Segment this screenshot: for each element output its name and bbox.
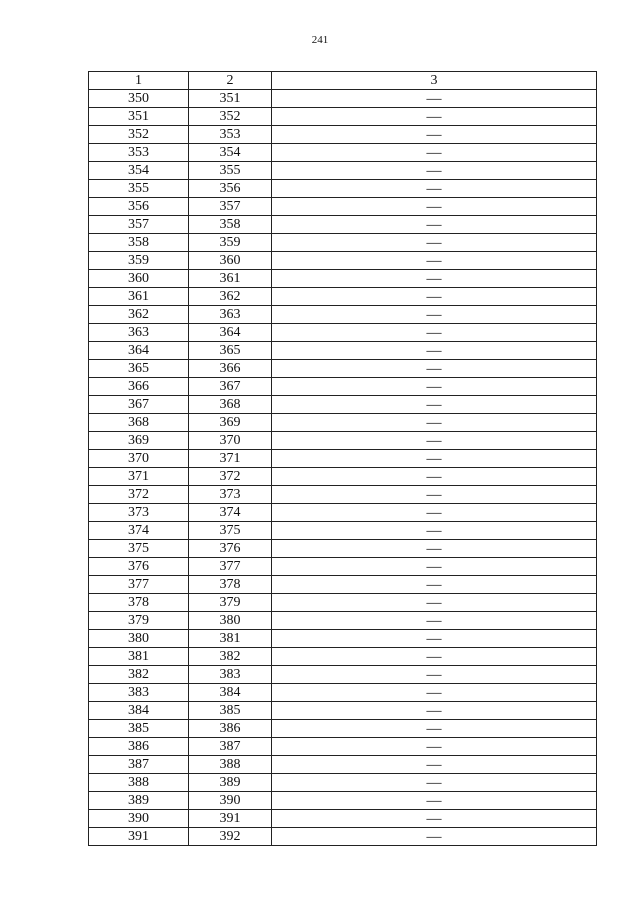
table-row — [89, 828, 597, 846]
table-cell-col1: 375 — [89, 540, 189, 558]
table-row — [89, 180, 597, 198]
table-row — [89, 288, 597, 306]
table-cell-col3: — — [272, 486, 597, 504]
table-header-row — [89, 72, 597, 90]
table-cell-col1: 353 — [89, 144, 189, 162]
table-cell-col2: 361 — [189, 270, 272, 288]
table-cell-col1: 388 — [89, 774, 189, 792]
table-row — [89, 702, 597, 720]
table-cell-col3: — — [272, 324, 597, 342]
table-cell-col3: — — [272, 612, 597, 630]
table-cell-col3: — — [272, 540, 597, 558]
table-cell-col3: — — [272, 648, 597, 666]
table-cell-col2: 386 — [189, 720, 272, 738]
table-cell-col1: 357 — [89, 216, 189, 234]
table-row — [89, 810, 597, 828]
table-cell-col2: 366 — [189, 360, 272, 378]
table-cell-col3: — — [272, 216, 597, 234]
table-row — [89, 450, 597, 468]
table-cell-col2: 364 — [189, 324, 272, 342]
table-row — [89, 648, 597, 666]
table-row — [89, 378, 597, 396]
table-cell-col2: 392 — [189, 828, 272, 846]
table-row — [89, 504, 597, 522]
table-cell-col2: 370 — [189, 432, 272, 450]
table-cell-col2: 371 — [189, 450, 272, 468]
table-cell-col3: — — [272, 450, 597, 468]
table-cell-col3: — — [272, 432, 597, 450]
table-row — [89, 594, 597, 612]
column-header-2: 2 — [189, 72, 272, 90]
table-row — [89, 576, 597, 594]
table-row — [89, 234, 597, 252]
table-cell-col2: 354 — [189, 144, 272, 162]
table-cell-col3: — — [272, 666, 597, 684]
table-cell-col1: 352 — [89, 126, 189, 144]
table-cell-col2: 356 — [189, 180, 272, 198]
column-header-1: 1 — [89, 72, 189, 90]
table-cell-col2: 358 — [189, 216, 272, 234]
table-cell-col1: 390 — [89, 810, 189, 828]
table-cell-col2: 376 — [189, 540, 272, 558]
table-cell-col3: — — [272, 378, 597, 396]
table-row — [89, 90, 597, 108]
table-cell-col2: 357 — [189, 198, 272, 216]
table-cell-col3: — — [272, 756, 597, 774]
table-cell-col2: 389 — [189, 774, 272, 792]
table-cell-col2: 380 — [189, 612, 272, 630]
column-header-3: 3 — [272, 72, 597, 90]
table-row — [89, 612, 597, 630]
table-row — [89, 162, 597, 180]
table-cell-col1: 376 — [89, 558, 189, 576]
table-cell-col3: — — [272, 684, 597, 702]
table-cell-col3: — — [272, 180, 597, 198]
table-cell-col1: 382 — [89, 666, 189, 684]
table-cell-col1: 356 — [89, 198, 189, 216]
table-cell-col3: — — [272, 738, 597, 756]
table-cell-col2: 351 — [189, 90, 272, 108]
table-row — [89, 342, 597, 360]
table-cell-col3: — — [272, 810, 597, 828]
table-cell-col3: — — [272, 90, 597, 108]
table-cell-col3: — — [272, 342, 597, 360]
table-cell-col2: 378 — [189, 576, 272, 594]
table-row — [89, 738, 597, 756]
table-cell-col1: 362 — [89, 306, 189, 324]
table-row — [89, 252, 597, 270]
table-row — [89, 540, 597, 558]
table-cell-col3: — — [272, 108, 597, 126]
table-cell-col2: 368 — [189, 396, 272, 414]
table-cell-col1: 374 — [89, 522, 189, 540]
table-cell-col3: — — [272, 288, 597, 306]
table-cell-col3: — — [272, 396, 597, 414]
table-cell-col3: — — [272, 576, 597, 594]
table-cell-col3: — — [272, 828, 597, 846]
table-cell-col2: 391 — [189, 810, 272, 828]
table-row — [89, 432, 597, 450]
table-body — [89, 90, 597, 846]
table-row — [89, 756, 597, 774]
table-cell-col2: 353 — [189, 126, 272, 144]
table-cell-col1: 368 — [89, 414, 189, 432]
table-row — [89, 666, 597, 684]
table-cell-col1: 354 — [89, 162, 189, 180]
table-cell-col3: — — [272, 720, 597, 738]
table-cell-col1: 380 — [89, 630, 189, 648]
table-cell-col2: 384 — [189, 684, 272, 702]
table-cell-col1: 359 — [89, 252, 189, 270]
table-cell-col1: 377 — [89, 576, 189, 594]
table-cell-col3: — — [272, 774, 597, 792]
table-cell-col2: 381 — [189, 630, 272, 648]
table-row — [89, 270, 597, 288]
table-cell-col3: — — [272, 162, 597, 180]
table-row — [89, 306, 597, 324]
table-cell-col1: 387 — [89, 756, 189, 774]
table-cell-col2: 387 — [189, 738, 272, 756]
table-cell-col1: 358 — [89, 234, 189, 252]
table-cell-col1: 364 — [89, 342, 189, 360]
table-cell-col2: 362 — [189, 288, 272, 306]
table-cell-col2: 383 — [189, 666, 272, 684]
table-cell-col1: 367 — [89, 396, 189, 414]
table-cell-col3: — — [272, 594, 597, 612]
table-cell-col2: 359 — [189, 234, 272, 252]
table-cell-col1: 363 — [89, 324, 189, 342]
table-cell-col3: — — [272, 702, 597, 720]
table-row — [89, 486, 597, 504]
table-cell-col3: — — [272, 504, 597, 522]
table-cell-col1: 369 — [89, 432, 189, 450]
table-cell-col1: 365 — [89, 360, 189, 378]
table-cell-col2: 375 — [189, 522, 272, 540]
table-cell-col3: — — [272, 144, 597, 162]
table-header — [89, 72, 597, 90]
table-cell-col1: 355 — [89, 180, 189, 198]
table-cell-col2: 388 — [189, 756, 272, 774]
table-cell-col3: — — [272, 252, 597, 270]
table-cell-col1: 361 — [89, 288, 189, 306]
table-row — [89, 720, 597, 738]
table-cell-col1: 360 — [89, 270, 189, 288]
table-cell-col3: — — [272, 234, 597, 252]
table-cell-col2: 363 — [189, 306, 272, 324]
table-row — [89, 414, 597, 432]
table-row — [89, 108, 597, 126]
table-cell-col3: — — [272, 306, 597, 324]
table-cell-col1: 373 — [89, 504, 189, 522]
table-cell-col3: — — [272, 360, 597, 378]
table-cell-col1: 384 — [89, 702, 189, 720]
table-cell-col2: 382 — [189, 648, 272, 666]
table-cell-col3: — — [272, 792, 597, 810]
table-row — [89, 126, 597, 144]
table-cell-col2: 372 — [189, 468, 272, 486]
table-row — [89, 360, 597, 378]
table-row — [89, 792, 597, 810]
table-cell-col3: — — [272, 270, 597, 288]
table-row — [89, 144, 597, 162]
table-cell-col1: 350 — [89, 90, 189, 108]
table-cell-col1: 371 — [89, 468, 189, 486]
table-cell-col1: 370 — [89, 450, 189, 468]
table-cell-col1: 391 — [89, 828, 189, 846]
data-table-container — [88, 71, 596, 846]
table-cell-col1: 389 — [89, 792, 189, 810]
table-row — [89, 684, 597, 702]
table-cell-col1: 372 — [89, 486, 189, 504]
table-cell-col1: 351 — [89, 108, 189, 126]
page-number: 241 — [311, 34, 329, 46]
table-cell-col2: 373 — [189, 486, 272, 504]
table-row — [89, 396, 597, 414]
table-cell-col1: 383 — [89, 684, 189, 702]
table-cell-col1: 366 — [89, 378, 189, 396]
table-row — [89, 630, 597, 648]
table-cell-col2: 369 — [189, 414, 272, 432]
table-cell-col2: 367 — [189, 378, 272, 396]
data-table — [88, 71, 597, 846]
table-cell-col2: 365 — [189, 342, 272, 360]
table-row — [89, 522, 597, 540]
table-cell-col1: 386 — [89, 738, 189, 756]
table-cell-col3: — — [272, 126, 597, 144]
table-row — [89, 198, 597, 216]
table-row — [89, 216, 597, 234]
table-cell-col1: 379 — [89, 612, 189, 630]
table-cell-col3: — — [272, 522, 597, 540]
table-cell-col2: 377 — [189, 558, 272, 576]
table-cell-col1: 385 — [89, 720, 189, 738]
table-cell-col1: 381 — [89, 648, 189, 666]
table-cell-col2: 360 — [189, 252, 272, 270]
table-cell-col2: 390 — [189, 792, 272, 810]
table-row — [89, 558, 597, 576]
table-cell-col2: 379 — [189, 594, 272, 612]
table-cell-col3: — — [272, 558, 597, 576]
table-row — [89, 324, 597, 342]
table-cell-col3: — — [272, 468, 597, 486]
table-row — [89, 774, 597, 792]
table-cell-col2: 352 — [189, 108, 272, 126]
table-row — [89, 468, 597, 486]
table-cell-col3: — — [272, 630, 597, 648]
table-cell-col3: — — [272, 414, 597, 432]
table-cell-col1: 378 — [89, 594, 189, 612]
table-cell-col2: 355 — [189, 162, 272, 180]
table-cell-col2: 385 — [189, 702, 272, 720]
table-cell-col2: 374 — [189, 504, 272, 522]
table-cell-col3: — — [272, 198, 597, 216]
